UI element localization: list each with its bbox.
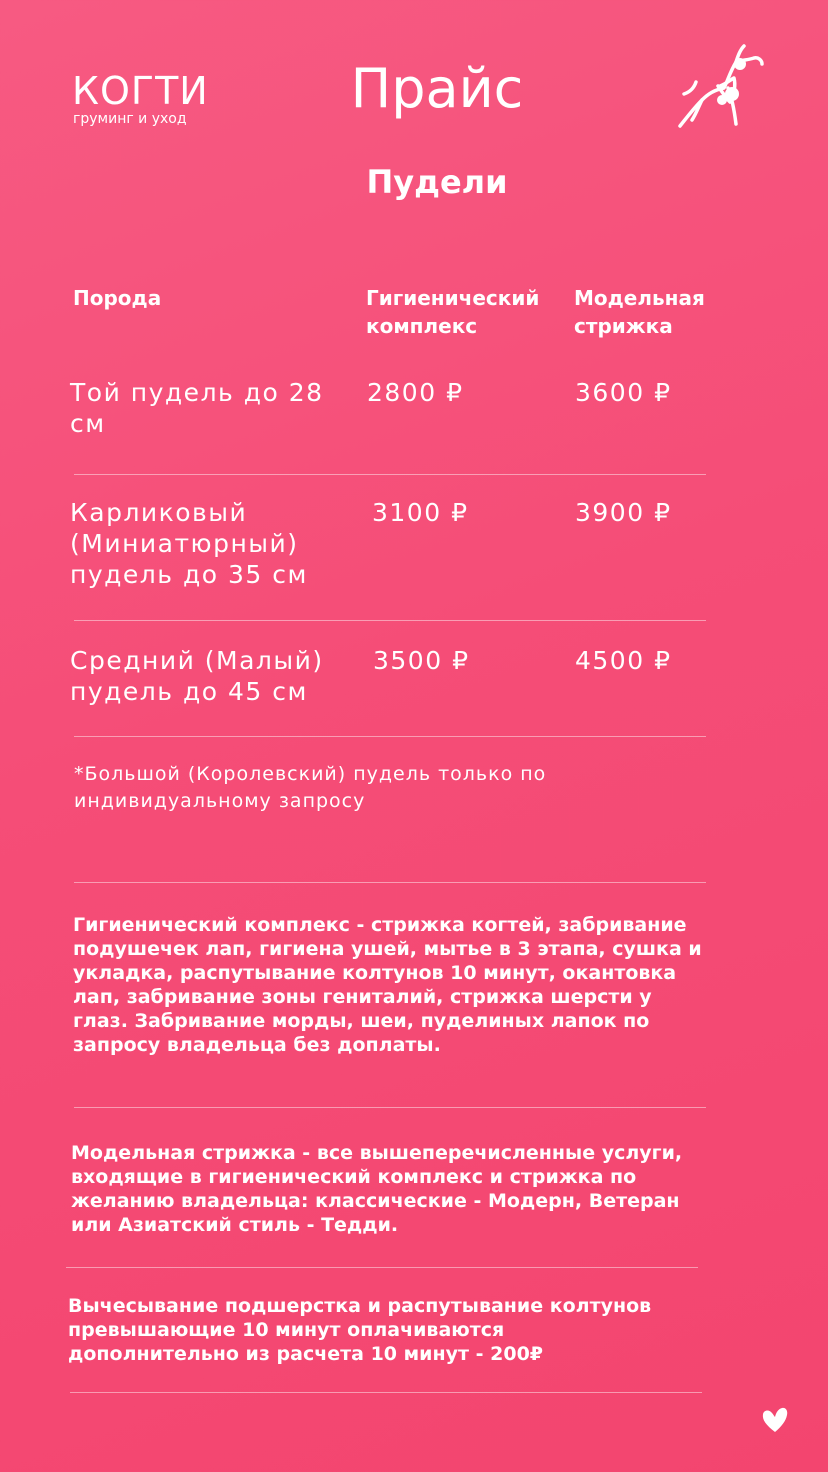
section-divider [70, 1392, 702, 1393]
brand-name: КОГТИ [72, 69, 209, 113]
section-title: Пудели [366, 163, 508, 201]
dog-icon [674, 42, 766, 132]
table-row-model-price: 4500 ₽ [575, 646, 672, 675]
table-row-model-price: 3900 ₽ [575, 498, 672, 527]
hygiene-description: Гигиенический комплекс - стрижка когтей, забривание подушечек лап, гигиена ушей, мытье в 3 этапа, сушка и укладка, распутывание колтунов 10 минут, окантовка лап, забривание зоны гениталий, стрижка шерсти у глаз. Забривание морды, шеи, пуделиных лапок по запросу владельца без доплаты. [73, 914, 702, 1056]
header-hygiene: Гигиенический комплекс [366, 286, 540, 338]
section-divider [74, 882, 706, 883]
section-divider [74, 1107, 706, 1108]
model-description: Модельная стрижка - все вышеперечисленные услуги, входящие в гигиенический комплекс и стрижка по желанию владельца: классические - Модерн, Ветеран или Азиатский стиль - Тедди. [71, 1142, 683, 1236]
table-row-hygiene-price: 3500 ₽ [373, 646, 470, 675]
table-row-breed: Карликовый (Миниатюрный) пудель до 35 см [70, 498, 308, 589]
header-breed: Порода [73, 286, 162, 310]
row-divider [74, 620, 706, 621]
page-title: Прайс [350, 57, 524, 120]
row-divider [74, 736, 706, 737]
table-row-breed: Средний (Малый) пудель до 45 см [70, 646, 324, 706]
header-model: Модельная стрижка [574, 286, 705, 338]
table-row-breed: Той пудель до 28 см [70, 378, 324, 438]
table-row-hygiene-price: 2800 ₽ [367, 378, 464, 407]
table-row-hygiene-price: 3100 ₽ [372, 498, 469, 527]
section-divider [66, 1267, 698, 1268]
royal-poodle-note: *Большой (Королевский) пудель только по индивидуальному запросу [74, 763, 547, 812]
brand-tagline: груминг и уход [73, 111, 187, 127]
table-row-model-price: 3600 ₽ [575, 378, 672, 407]
extra-service-note: Вычесывание подшерстка и распутывание колтунов превышающие 10 минут оплачиваются дополнительно из расчета 10 минут - 200₽ [68, 1295, 652, 1365]
heart-icon [760, 1405, 790, 1435]
row-divider [74, 474, 706, 475]
